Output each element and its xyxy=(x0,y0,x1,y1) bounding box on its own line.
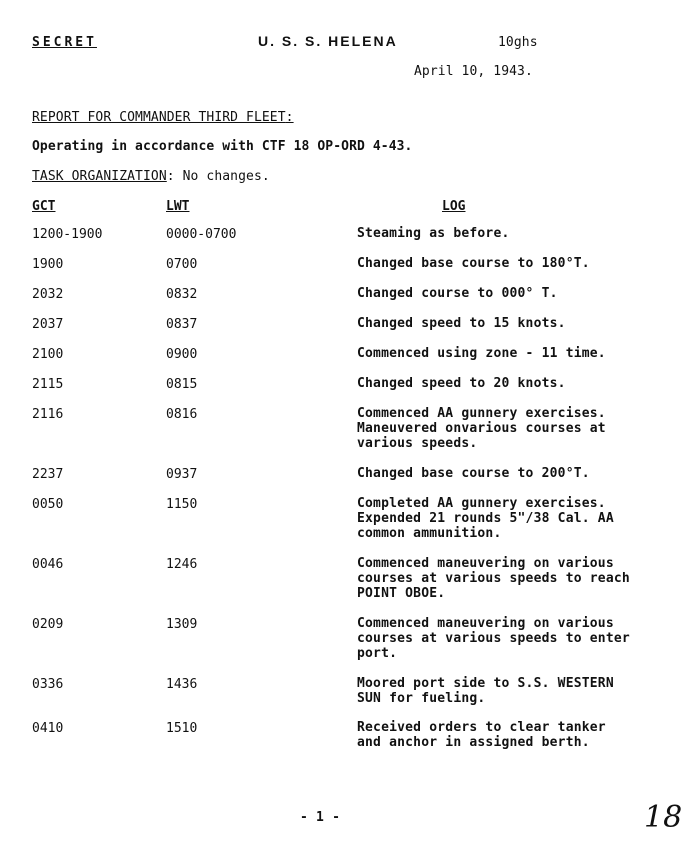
log-cell: Steaming as before. xyxy=(357,226,510,241)
log-cell: Changed speed to 15 knots. xyxy=(357,316,566,331)
column-header-gct: GCT xyxy=(32,199,56,214)
table-row xyxy=(32,256,687,286)
gct-cell: 0046 xyxy=(32,557,64,572)
table-row xyxy=(32,556,687,616)
log-cell: Changed speed to 20 knots. xyxy=(357,376,566,391)
log-cell: Received orders to clear tanker and anchor in assigned berth. xyxy=(357,720,606,750)
table-row xyxy=(32,406,687,466)
gct-cell: 2037 xyxy=(32,317,64,332)
ship-name: U. S. S. HELENA xyxy=(258,33,398,49)
lwt-cell: 0700 xyxy=(166,257,198,272)
table-row xyxy=(32,346,687,376)
table-row xyxy=(32,316,687,346)
report-date: April 10, 1943. xyxy=(414,64,533,79)
gct-cell: 0336 xyxy=(32,677,64,692)
gct-cell: 2115 xyxy=(32,377,64,392)
reference-code: 10ghs xyxy=(498,35,538,50)
table-row xyxy=(32,616,687,676)
log-cell: Commenced maneuvering on various courses at various speeds to reach POINT OBOE. xyxy=(357,556,630,601)
lwt-cell: 1246 xyxy=(166,557,198,572)
lwt-cell: 1436 xyxy=(166,677,198,692)
lwt-cell: 0837 xyxy=(166,317,198,332)
gct-cell: 1200-1900 xyxy=(32,227,103,242)
report-title: REPORT FOR COMMANDER THIRD FLEET: xyxy=(32,110,294,125)
gct-cell: 2100 xyxy=(32,347,64,362)
column-header-lwt: LWT xyxy=(166,199,190,214)
lwt-cell: 0815 xyxy=(166,377,198,392)
table-row xyxy=(32,466,687,496)
task-organization-label: TASK ORGANIZATION xyxy=(32,169,167,184)
log-cell: Completed AA gunnery exercises. Expended 21 rounds 5"/38 Cal. AA common ammunition. xyxy=(357,496,614,541)
gct-cell: 0209 xyxy=(32,617,64,632)
table-row xyxy=(32,496,687,556)
gct-cell: 0050 xyxy=(32,497,64,512)
classification-marking: SECRET xyxy=(32,35,97,50)
log-cell: Changed base course to 180°T. xyxy=(357,256,590,271)
table-row xyxy=(32,676,687,720)
lwt-cell: 1309 xyxy=(166,617,198,632)
lwt-cell: 0900 xyxy=(166,347,198,362)
log-cell: Commenced AA gunnery exercises. Maneuvered onvarious courses at various speeds. xyxy=(357,406,606,451)
lwt-cell: 0816 xyxy=(166,407,198,422)
table-row xyxy=(32,376,687,406)
log-table xyxy=(32,226,687,764)
lwt-cell: 0937 xyxy=(166,467,198,482)
gct-cell: 2032 xyxy=(32,287,64,302)
gct-cell: 2116 xyxy=(32,407,64,422)
lwt-cell: 1150 xyxy=(166,497,198,512)
table-row xyxy=(32,720,687,764)
gct-cell: 0410 xyxy=(32,721,64,736)
lwt-cell: 1510 xyxy=(166,721,198,736)
lwt-cell: 0000-0700 xyxy=(166,227,237,242)
log-cell: Changed course to 000° T. xyxy=(357,286,558,301)
gct-cell: 2237 xyxy=(32,467,64,482)
task-organization-value: : No changes. xyxy=(166,169,270,184)
log-cell: Changed base course to 200°T. xyxy=(357,466,590,481)
table-row xyxy=(32,286,687,316)
page-number: - 1 - xyxy=(300,810,341,825)
operating-statement: Operating in accordance with CTF 18 OP-ORD 4-43. xyxy=(32,139,413,154)
lwt-cell: 0832 xyxy=(166,287,198,302)
handwritten-page-number: 18 xyxy=(644,800,683,835)
log-cell: Moored port side to S.S. WESTERN SUN for fueling. xyxy=(357,676,614,706)
task-organization xyxy=(32,169,270,184)
table-row xyxy=(32,226,687,256)
column-header-log: LOG xyxy=(442,199,466,214)
gct-cell: 1900 xyxy=(32,257,64,272)
log-cell: Commenced using zone - 11 time. xyxy=(357,346,606,361)
log-cell: Commenced maneuvering on various courses at various speeds to enter port. xyxy=(357,616,630,661)
